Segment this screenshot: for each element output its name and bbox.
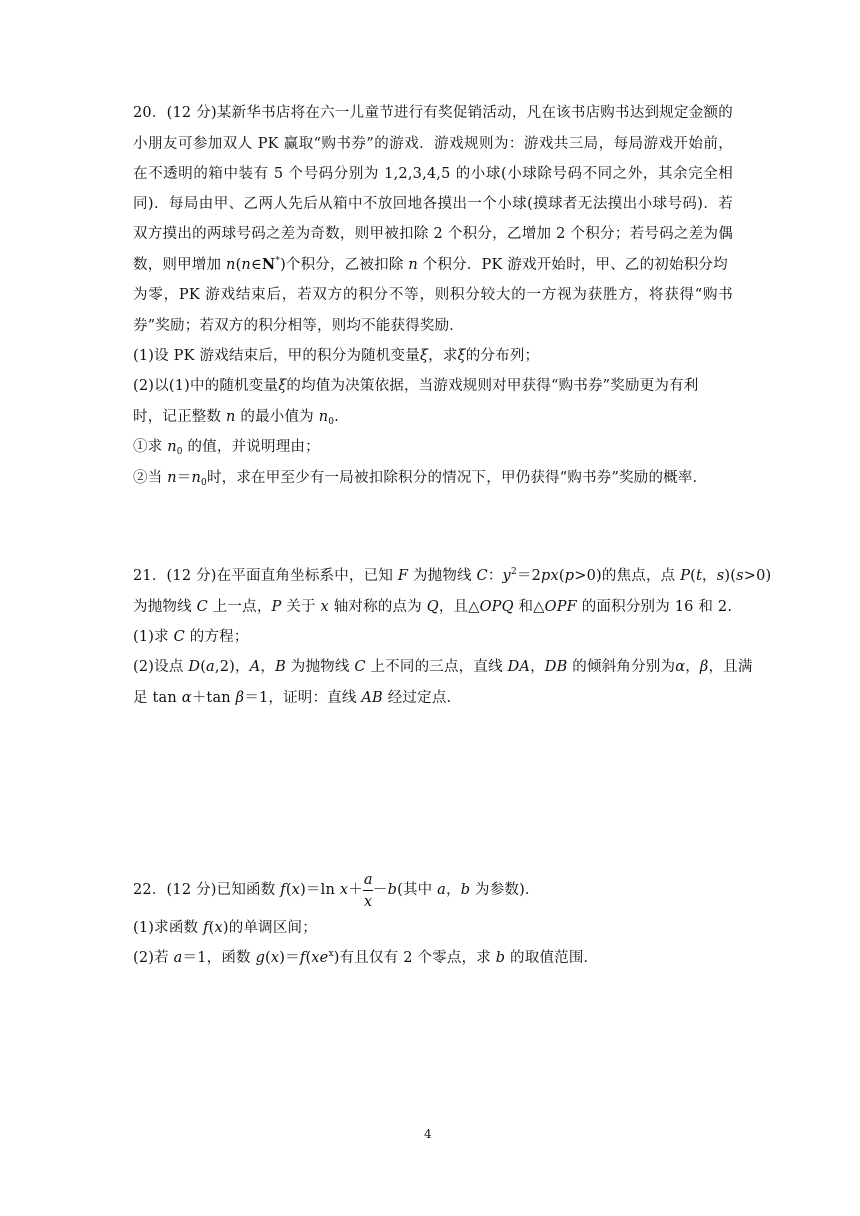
text: ， (260, 659, 276, 675)
var: a (206, 659, 215, 675)
text: 22．(12 分)已知函数 (133, 882, 281, 898)
q20-line-8: 券”奖励；若双方的积分相等，则均不能获得奖励． (133, 318, 465, 334)
text: (1)设 PK 游戏结束后，甲的积分为随机变量 (133, 348, 420, 364)
denominator: x (363, 894, 373, 910)
text: ： (487, 568, 503, 584)
var: C (173, 629, 185, 645)
q20-part-2-line-2 (133, 407, 733, 427)
var: OPF (544, 599, 577, 615)
var: f (280, 882, 286, 898)
text: 经过定点． (382, 690, 462, 706)
q21-line-2 (133, 597, 733, 617)
q20-line-6 (133, 255, 733, 275)
subscript: 0 (328, 417, 335, 427)
text: 个积分．PK 游戏开始时，甲、乙的初始积分均 (417, 257, 728, 273)
q21-line-1 (133, 566, 772, 586)
q20-line-2: 小朋友可参加双人 PK 赢取“购书券”的游戏．游戏规则为：游戏共三局，每局游戏开始前， (133, 136, 733, 152)
var-n: n (408, 257, 418, 273)
q20-line-7: 为零，PK 游戏结束后，若双方的积分不等，则积分较大的一方视为获胜方，将获得“购书 (133, 287, 733, 303)
text: ( (305, 950, 312, 966)
q22-part-1 (133, 918, 733, 938)
fraction-bar (363, 890, 373, 891)
text: ， (446, 882, 461, 898)
text: ( (285, 882, 292, 898)
set-naturals: N (261, 256, 276, 273)
subscript: 0 (201, 478, 207, 488)
text: ( (690, 568, 697, 584)
var-n0: n (191, 470, 202, 486)
text: ①求 (133, 439, 168, 455)
var: B (275, 659, 286, 675)
var: β (235, 690, 245, 706)
var: DB (544, 659, 568, 675)
text: 的最小值为 (235, 409, 319, 425)
var: D (188, 659, 201, 675)
text: (其中 (397, 882, 438, 898)
text: )＝ln (300, 882, 340, 898)
text: 时，记正整数 (133, 409, 227, 425)
text: (1)求函数 (133, 920, 204, 936)
var: α (675, 659, 686, 675)
text: )＝ (279, 950, 300, 966)
superscript: x (328, 949, 334, 959)
text: － (372, 882, 388, 898)
text: 轴对称的点为 (328, 599, 427, 615)
text: 上一点， (207, 599, 272, 615)
q20-sub-2 (133, 468, 733, 488)
q20-part-1 (133, 346, 733, 366)
var: a (173, 950, 183, 966)
q22-part-2 (133, 948, 733, 968)
text: )个积分，乙被扣除 (280, 257, 409, 273)
text: 的倾斜角分别为 (567, 659, 676, 675)
text: 的分布列； (465, 348, 540, 364)
text: . (334, 409, 339, 425)
fraction-a-over-x (363, 872, 373, 910)
text: (2)设点 (133, 659, 189, 675)
text: ( (265, 950, 271, 966)
text: 和△ (513, 599, 545, 615)
var: P (271, 599, 282, 615)
var: px (541, 568, 559, 584)
var: p (564, 568, 575, 584)
text: ， (685, 659, 700, 675)
var: x (270, 950, 280, 966)
text: ,2)， (214, 659, 250, 675)
var: P (680, 568, 691, 584)
text: 21．(12 分)在平面直角坐标系中，已知 (133, 568, 398, 584)
var: x (339, 882, 349, 898)
var: g (255, 950, 266, 966)
var-n: n (241, 257, 251, 273)
var: f (299, 950, 306, 966)
var: Q (426, 599, 439, 615)
text: 时，求在甲至少有一局被扣除积分的情况下，甲仍获得“购书券”奖励的概率． (206, 470, 708, 486)
var: x (214, 920, 223, 936)
text: 为抛物线 (285, 659, 355, 675)
var: A (249, 659, 261, 675)
text: ＋tan (191, 690, 236, 706)
text: (2)若 (133, 950, 174, 966)
q20-part-2 (133, 376, 733, 396)
text: ( (235, 257, 242, 273)
var: b (460, 882, 471, 898)
subscript: 0 (176, 447, 183, 457)
var-n: n (167, 470, 177, 486)
text: 关于 (281, 599, 321, 615)
text: ， (530, 659, 545, 675)
q20-line-4: 同)．每局由甲、乙两人先后从箱中不放回地各摸出一个小球(摸球者无法摸出小球号码)．若 (133, 196, 733, 212)
var: AB (361, 690, 383, 706)
var: β (699, 659, 709, 675)
text: )有且仅有 2 个零点，求 (333, 950, 496, 966)
text: 为抛物线 (133, 599, 197, 615)
var-xi: ξ (278, 378, 287, 394)
text: 足 tan (133, 690, 182, 706)
var-n0: n (167, 439, 177, 455)
var: f (203, 920, 209, 936)
text: 的面积分别为 16 和 2. (576, 599, 733, 615)
q21-part-1 (133, 627, 733, 647)
text: )的单调区间； (222, 920, 317, 936)
text: 的取值范围． (505, 950, 599, 966)
text: (1)求 (133, 629, 174, 645)
var-xi: ξ (419, 348, 429, 364)
text: ( (208, 920, 215, 936)
q20-line-1: 20．(12 分)某新华书店将在六一儿童节进行有奖促销活动，凡在该书店购书达到规定金额的 (133, 105, 733, 121)
text: (2)以(1)中的随机变量 (133, 378, 279, 394)
q21-part-2-line-2 (133, 688, 733, 708)
var: xe (311, 950, 329, 966)
text: 的方程； (184, 629, 249, 645)
var: a (437, 882, 447, 898)
q20-sub-1 (133, 437, 733, 457)
var: C (476, 568, 488, 584)
text: ( (200, 659, 207, 675)
var-n: n (226, 409, 236, 425)
text: 为参数)． (470, 882, 540, 898)
text: ，且满 (708, 659, 753, 675)
text: ＝2 (516, 568, 542, 584)
superscript: 2 (510, 567, 517, 577)
var: b (495, 950, 506, 966)
text: ＝1，函数 (182, 950, 256, 966)
var: s (716, 568, 725, 584)
text: 上不同的三点，直线 (365, 659, 508, 675)
var-xi: ξ (457, 348, 466, 364)
q22-line-1 (133, 872, 733, 910)
var: y (502, 568, 511, 584)
text: ＝1，证明：直线 (244, 690, 362, 706)
var: C (354, 659, 366, 675)
text: ，且△ (438, 599, 480, 615)
var: F (397, 568, 409, 584)
var: x (291, 882, 301, 898)
text: ∈ (250, 257, 262, 273)
numerator: a (363, 872, 373, 888)
text: ( (558, 568, 565, 584)
text: 为抛物线 (408, 568, 477, 584)
var: t (696, 568, 703, 584)
page-number: 4 (424, 1127, 432, 1141)
text: >0) (743, 568, 772, 584)
var: x (320, 599, 329, 615)
text: 的值，并说明理由； (182, 439, 320, 455)
var: b (387, 882, 398, 898)
text: ＋ (348, 882, 363, 898)
text: ， (702, 568, 717, 584)
var: DA (507, 659, 531, 675)
text: )( (724, 568, 737, 584)
var-n: n (226, 257, 236, 273)
var: C (196, 599, 208, 615)
q20-line-5: 双方摸出的两球号码之差为奇数，则甲被扣除 2 个积分，乙增加 2 个积分；若号码之差为偶 (133, 226, 733, 242)
var: α (181, 690, 192, 706)
var: OPQ (479, 599, 514, 615)
text: ＝ (176, 470, 192, 486)
text: ，求 (428, 348, 458, 364)
text: ②当 (133, 470, 168, 486)
text: 数，则甲增加 (133, 257, 227, 273)
superscript: * (275, 256, 281, 266)
q20-line-3: 在不透明的箱中装有 5 个号码分别为 1,2,3,4,5 的小球(小球除号码不同之外，其余完全相 (133, 166, 733, 182)
text: 的均值为决策依据，当游戏规则对甲获得“购书券”奖励更为有利 (286, 378, 699, 394)
text: >0)的焦点，点 (574, 568, 681, 584)
var-n0: n (318, 409, 329, 425)
var: s (736, 568, 744, 584)
q21-part-2 (133, 657, 753, 677)
